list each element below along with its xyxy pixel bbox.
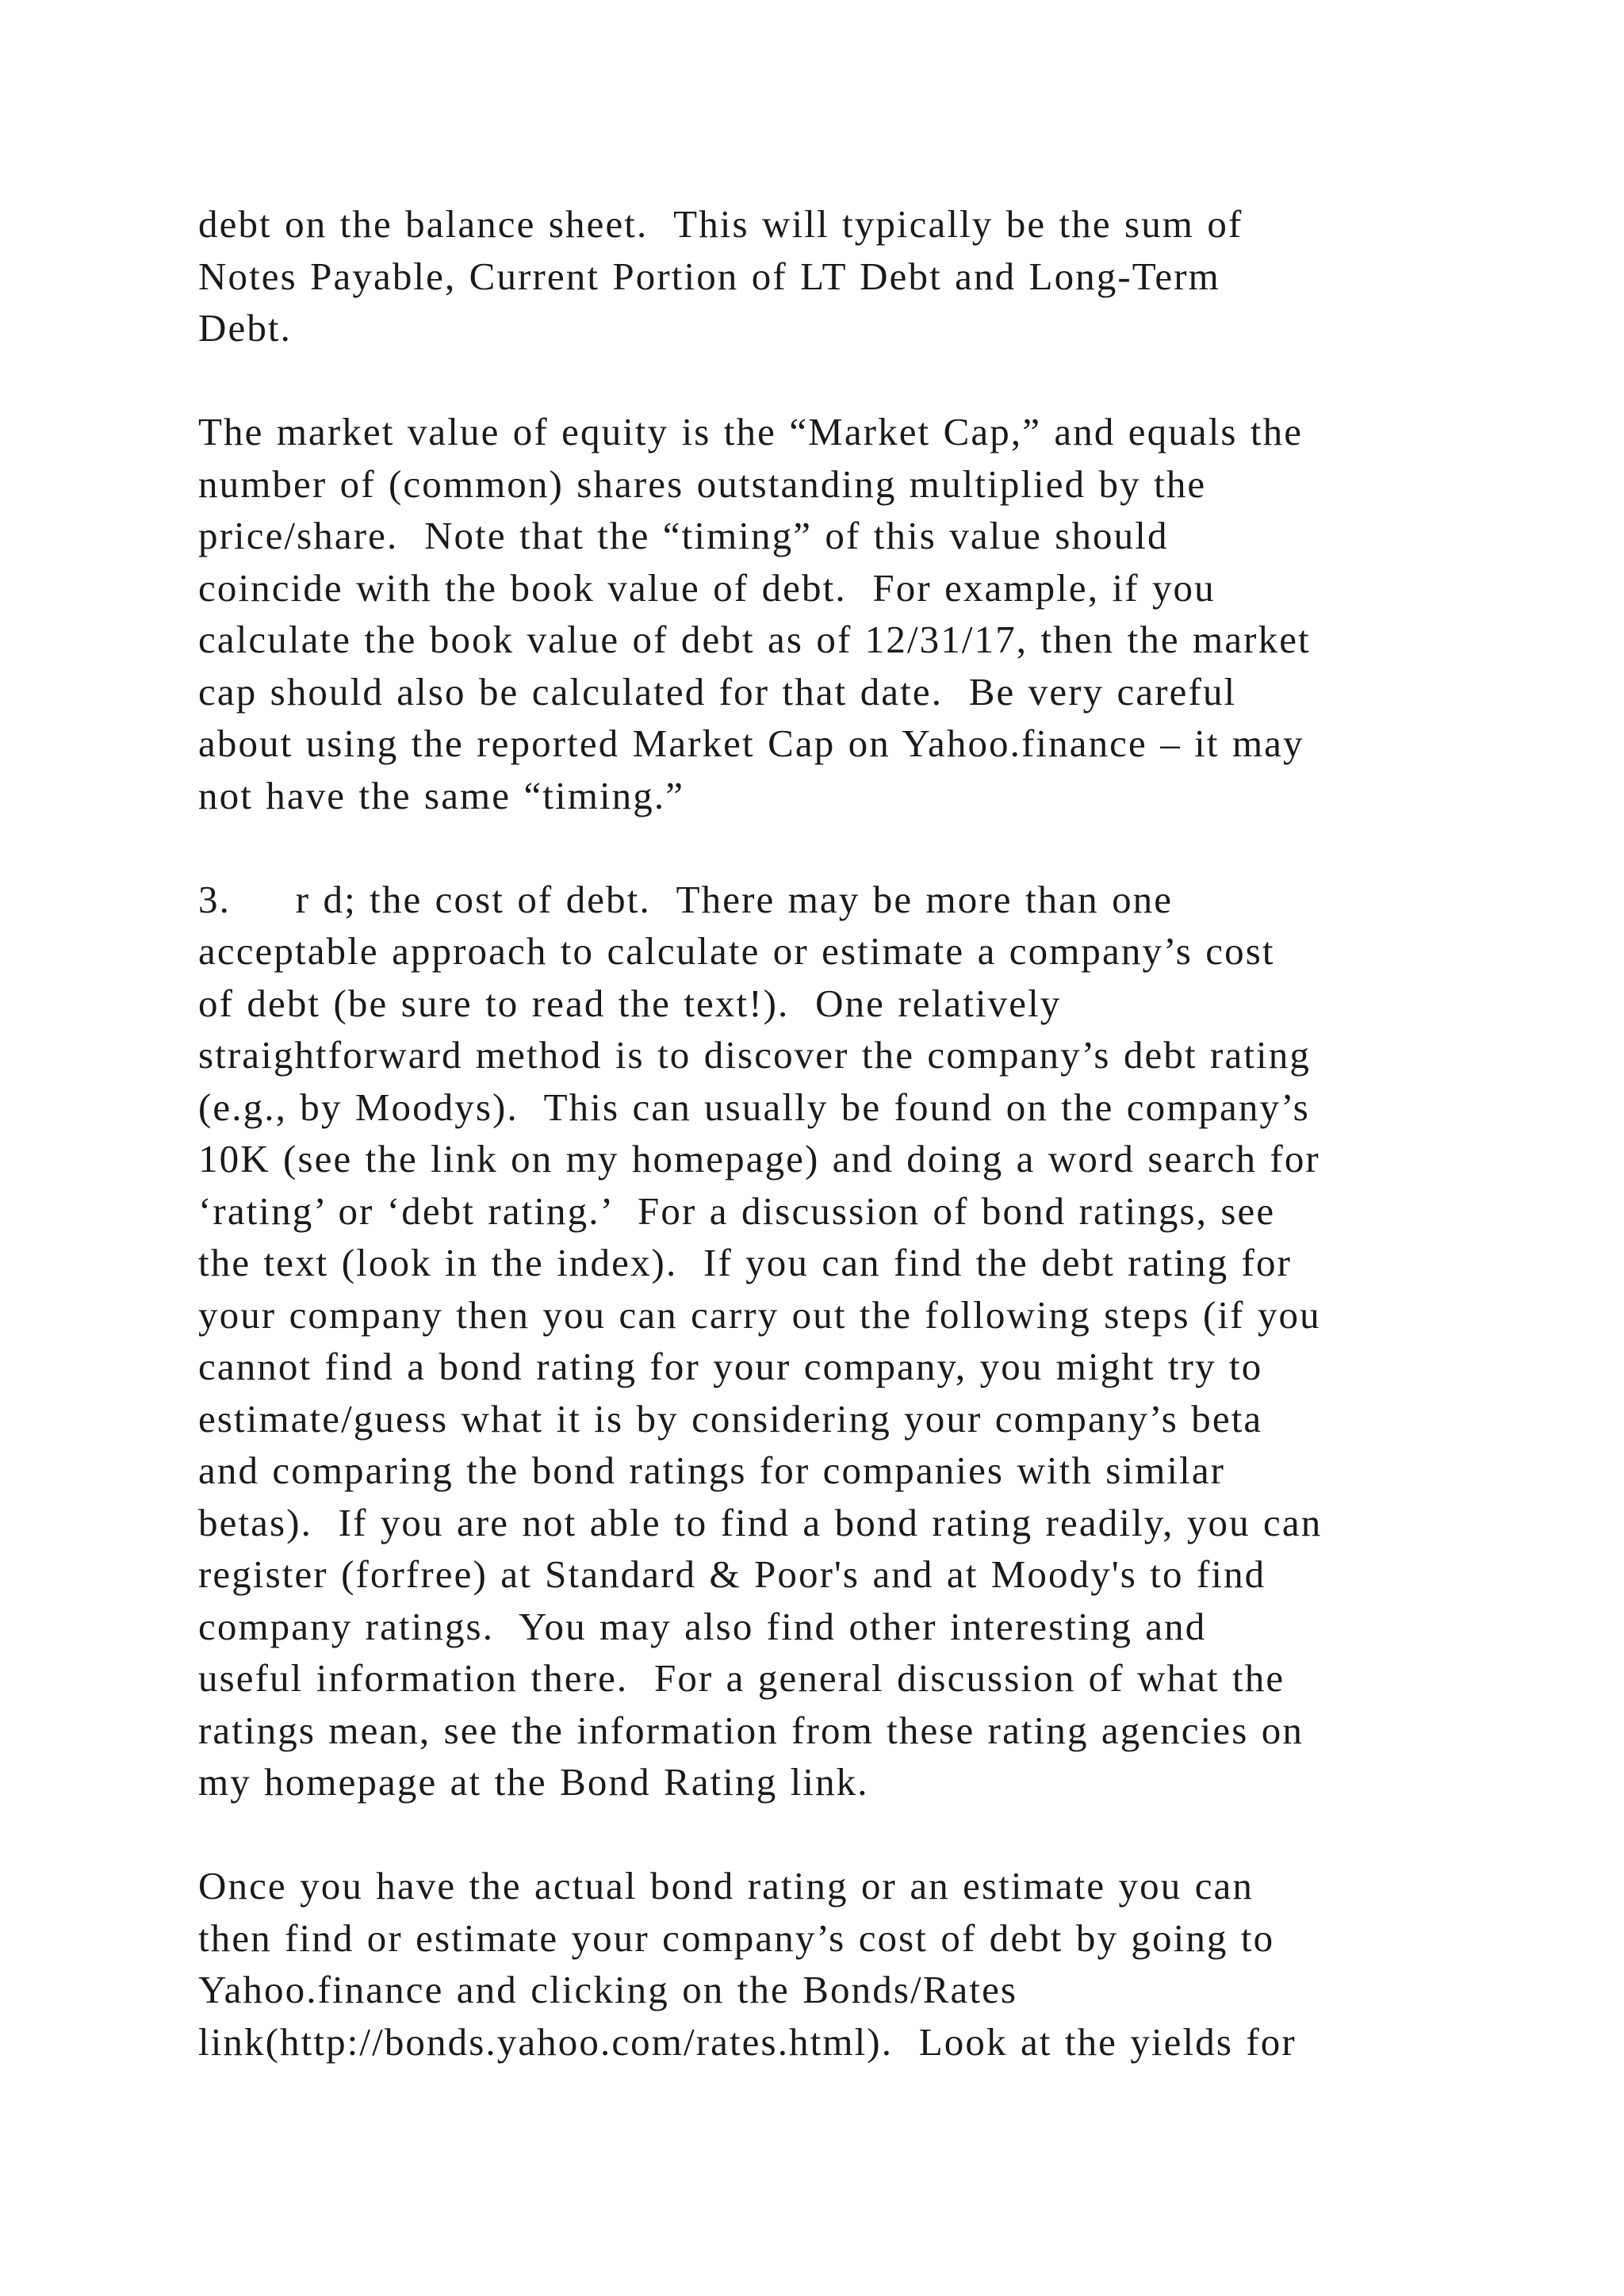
text-line: ratings mean, see the information from these rating agencies on: [198, 1708, 1304, 1752]
text-line: the text (look in the index). If you can find the debt rating for: [198, 1241, 1292, 1284]
text-line: Notes Payable, Current Portion of LT Debt and Long-Term: [198, 254, 1220, 298]
text-line: Debt.: [198, 306, 292, 350]
text-line: price/share. Note that the “timing” of this value should: [198, 514, 1169, 557]
text-line: then find or estimate your company’s cost of debt by going to: [198, 1915, 1275, 1960]
text-line: cap should also be calculated for that date. Be very careful: [198, 669, 1237, 714]
text-line: 3. r d; the cost of debt. There may be more than one: [198, 877, 1174, 921]
text-line: straightforward method is to discover the company’s debt rating: [198, 1033, 1311, 1077]
text-line: Once you have the actual bond rating or an estimate you can: [198, 1864, 1254, 1908]
text-line: link(http://bonds.yahoo.com/rates.html). Look at the yields for: [198, 2019, 1297, 2064]
text-line: 10K (see the link on my homepage) and doing a word search for: [198, 1137, 1320, 1181]
text-line: debt on the balance sheet. This will typically be the sum of: [198, 202, 1243, 246]
text-line: my homepage at the Bond Rating link.: [198, 1760, 869, 1804]
text-line: your company then you can carry out the following steps (if you: [198, 1292, 1321, 1337]
text-line: cannot find a bond rating for your company, you might try to: [198, 1345, 1263, 1388]
text-line: company ratings. You may also find other interesting and: [198, 1604, 1207, 1648]
text-line: not have the same “timing.”: [198, 773, 685, 817]
text-line: betas). If you are not able to find a bond rating readily, you can: [198, 1500, 1323, 1544]
text-line: Yahoo.finance and clicking on the Bonds/Rates: [198, 1968, 1018, 2011]
text-line: coincide with the book value of debt. For example, if you: [198, 565, 1216, 610]
text-line: estimate/guess what it is by considering your company’s beta: [198, 1396, 1263, 1441]
paragraph-market-value-equity: [198, 406, 1499, 821]
text-line: useful information there. For a general discussion of what the: [198, 1656, 1285, 1700]
text-line: number of (common) shares outstanding multiplied by the: [198, 461, 1207, 506]
paragraph-bond-rating-yields: [198, 1860, 1499, 2068]
text-line: calculate the book value of debt as of 12/31/17, then the market: [198, 618, 1311, 661]
text-line: register (forfree) at Standard & Poor's and at Moody's to find: [198, 1552, 1266, 1596]
body-text: [198, 198, 1499, 2120]
paragraph-debt-balance-sheet: [198, 198, 1499, 354]
text-line: ‘rating’ or ‘debt rating.’ For a discussion of bond ratings, see: [198, 1188, 1276, 1233]
text-line: (e.g., by Moodys). This can usually be found on the company’s: [198, 1085, 1310, 1129]
paragraph-cost-of-debt: [198, 874, 1499, 1808]
text-line: of debt (be sure to read the text!). One relatively: [198, 981, 1062, 1025]
text-line: about using the reported Market Cap on Yahoo.finance – it may: [198, 721, 1304, 765]
text-line: and comparing the bond ratings for companies with similar: [198, 1448, 1226, 1492]
text-line: The market value of equity is the “Market Cap,” and equals the: [198, 410, 1304, 453]
text-line: acceptable approach to calculate or estimate a company’s cost: [198, 929, 1275, 973]
